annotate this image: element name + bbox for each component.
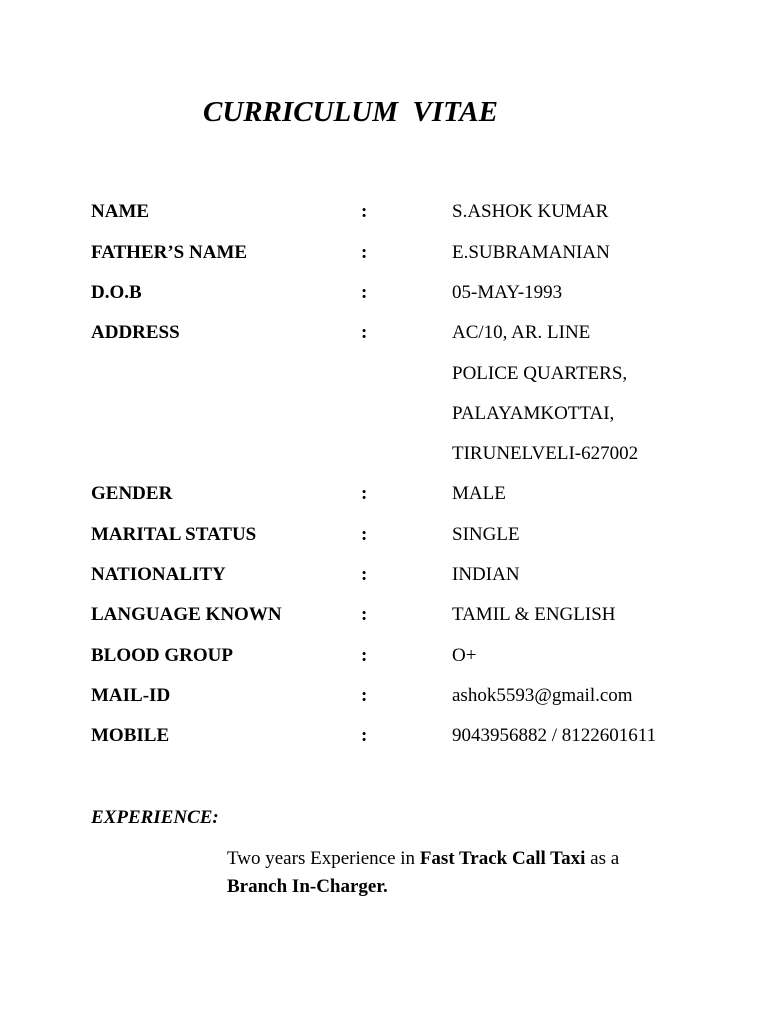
detail-value: 9043956882 / 8122601611 (452, 725, 657, 746)
detail-value: INDIAN (452, 564, 520, 585)
detail-label: NAME (91, 201, 150, 222)
experience-text-part: Two years Experience in (227, 848, 420, 869)
detail-label: MARITAL STATUS (91, 524, 257, 545)
detail-label: NATIONALITY (91, 564, 226, 585)
detail-row-language-known (0, 603, 768, 627)
experience-text (227, 845, 687, 901)
detail-row-marital-status (0, 523, 768, 547)
detail-separator: : (361, 524, 368, 545)
detail-separator: : (361, 564, 368, 585)
detail-value: POLICE QUARTERS, (452, 363, 628, 384)
address-line-3 (0, 402, 768, 426)
detail-value: 05-MAY-1993 (452, 282, 563, 303)
detail-value: TIRUNELVELI-627002 (452, 443, 639, 464)
detail-separator: : (361, 645, 368, 666)
detail-separator: : (361, 604, 368, 625)
experience-heading: EXPERIENCE: (91, 807, 219, 828)
detail-label: MAIL-ID (91, 685, 171, 706)
detail-row-name (0, 200, 768, 224)
address-line-2 (0, 362, 768, 386)
detail-value: AC/10, AR. LINE (452, 322, 591, 343)
detail-label: GENDER (91, 483, 173, 504)
detail-label: D.O.B (91, 282, 142, 303)
experience-company: Fast Track Call Taxi (419, 848, 586, 869)
detail-label: ADDRESS (91, 322, 180, 343)
detail-row-mail-id (0, 684, 768, 708)
detail-row-fathers-name (0, 241, 768, 265)
detail-separator: : (361, 725, 368, 746)
experience-role: Branch In-Charger. (227, 876, 388, 897)
detail-separator: : (361, 282, 368, 303)
detail-separator: : (361, 201, 368, 222)
detail-row-blood-group (0, 644, 768, 668)
detail-separator: : (361, 322, 368, 343)
detail-value: E.SUBRAMANIAN (452, 242, 610, 263)
detail-label: MOBILE (91, 725, 170, 746)
detail-value: O+ (452, 645, 477, 666)
detail-value: MALE (452, 483, 506, 504)
detail-row-gender (0, 482, 768, 506)
page-title: CURRICULUM VITAE (203, 96, 498, 128)
detail-separator: : (361, 242, 368, 263)
experience-text-part: as a (585, 848, 620, 869)
detail-row-nationality (0, 563, 768, 587)
detail-row-dob (0, 281, 768, 305)
detail-value: TAMIL & ENGLISH (452, 604, 616, 625)
detail-label: BLOOD GROUP (91, 645, 233, 666)
detail-label: LANGUAGE KNOWN (91, 604, 282, 625)
detail-separator: : (361, 483, 368, 504)
detail-value: S.ASHOK KUMAR (452, 201, 609, 222)
detail-value: ashok5593@gmail.com (452, 685, 633, 706)
detail-value: SINGLE (452, 524, 520, 545)
detail-label: FATHER’S NAME (91, 242, 248, 263)
detail-value: PALAYAMKOTTAI, (452, 403, 615, 424)
detail-separator: : (361, 685, 368, 706)
detail-row-address (0, 321, 768, 345)
address-line-4 (0, 442, 768, 466)
detail-row-mobile (0, 724, 768, 748)
